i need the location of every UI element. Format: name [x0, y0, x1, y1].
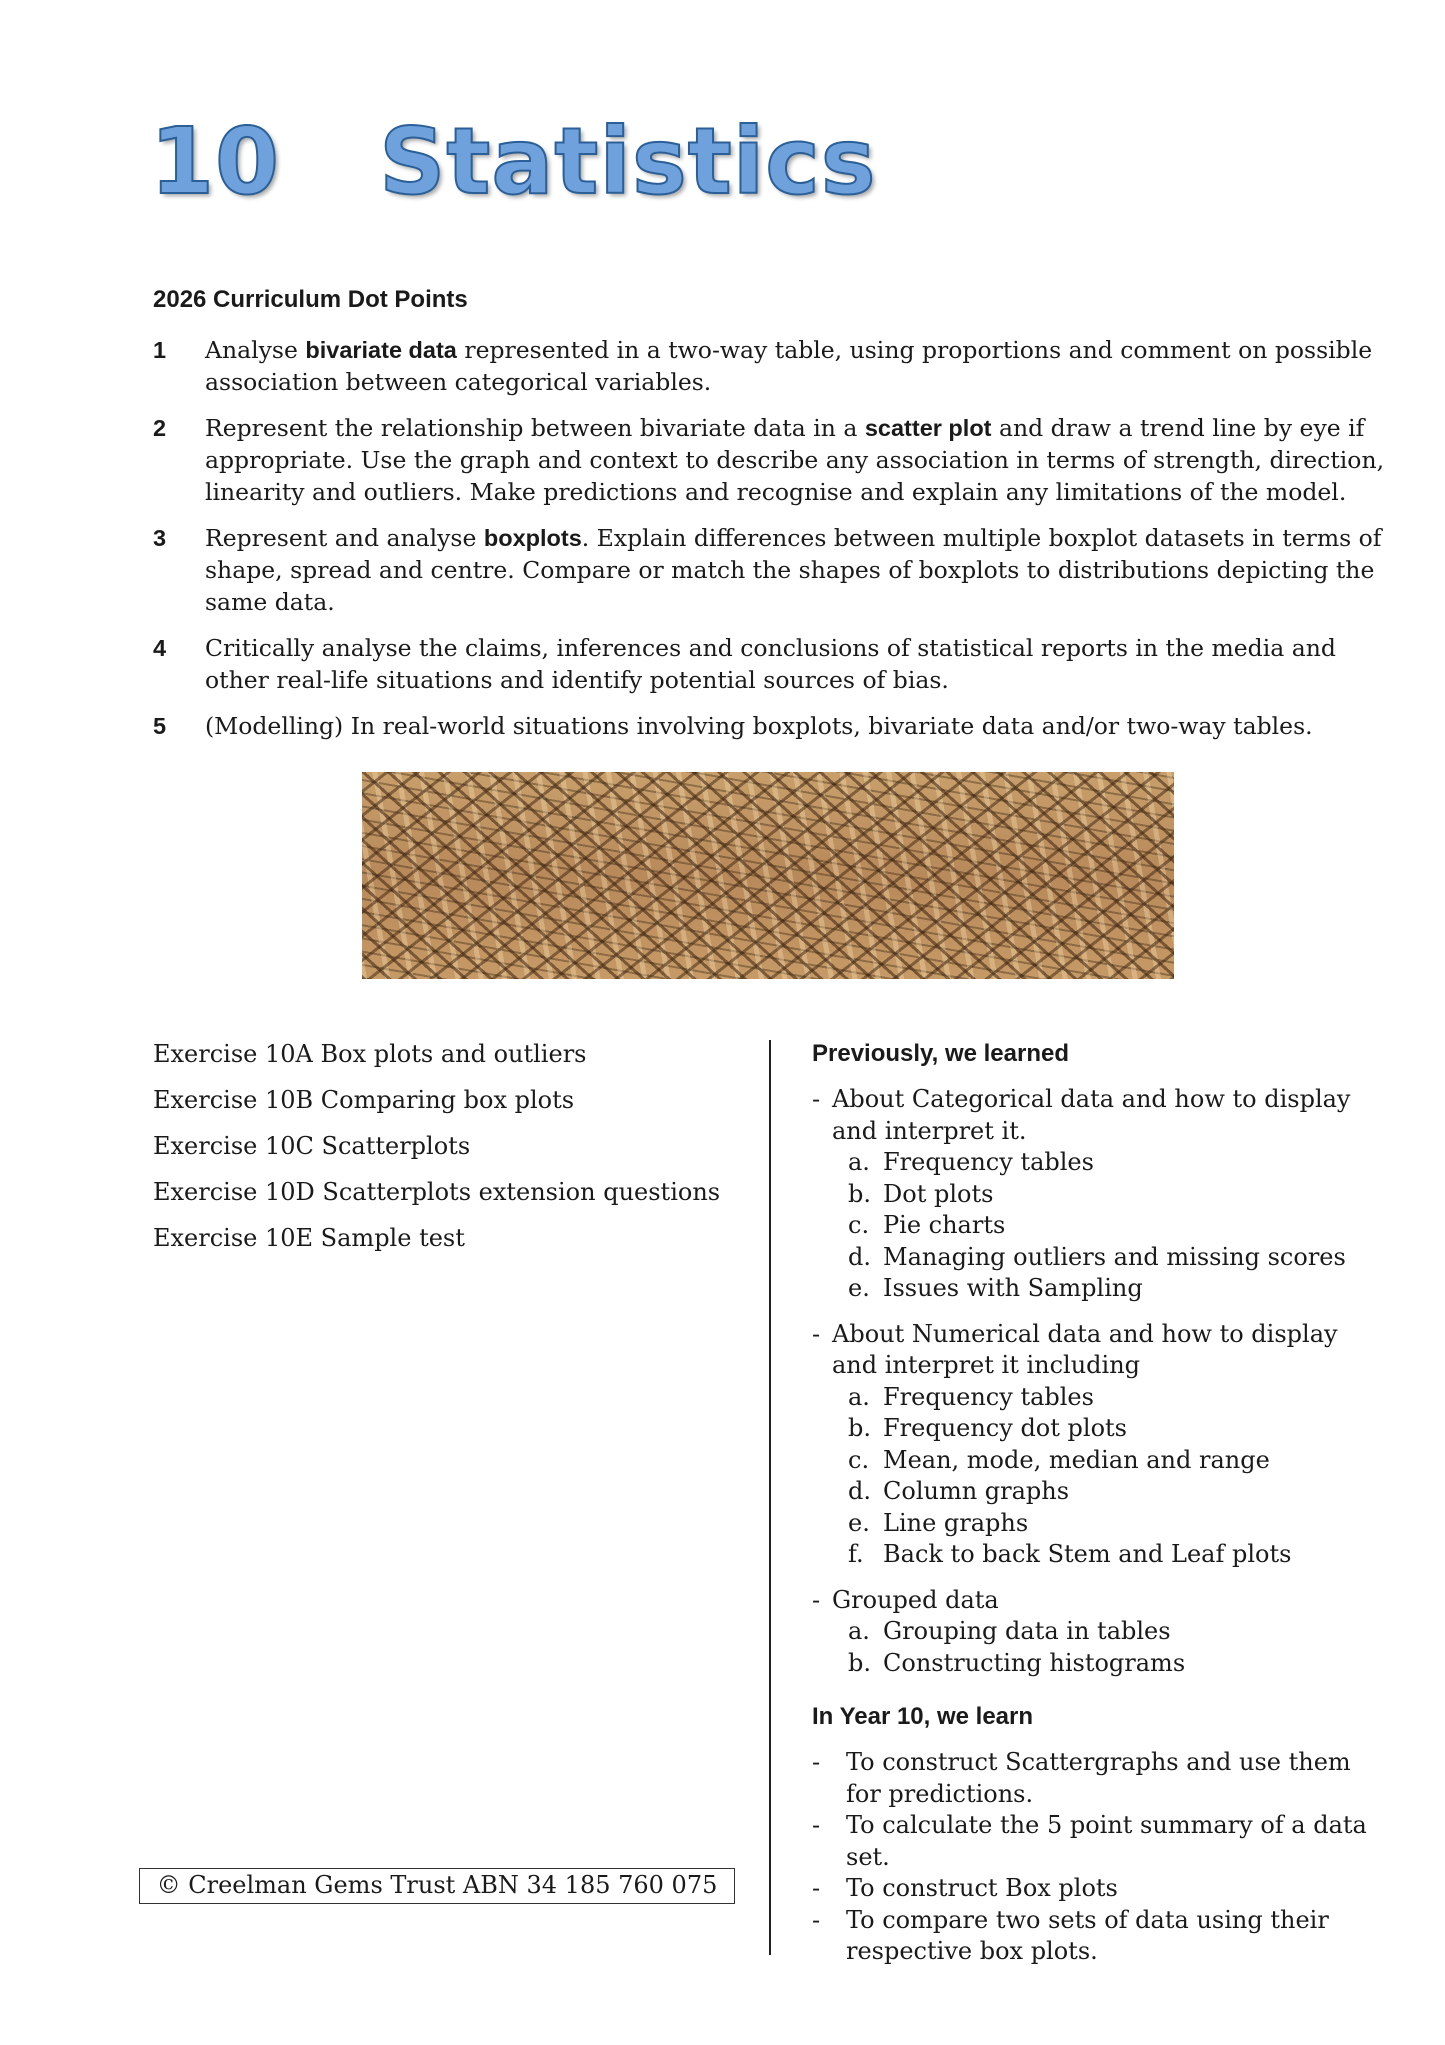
subitem-letter: a. [848, 1617, 870, 1645]
exercise-item: Exercise 10B Comparing box plots [153, 1086, 575, 1114]
dot-text-post: and draw a trend line by eye if appropriate. Use the graph and context to describe any association in terms of strength, direction, linearity and outliers. Make predictions and recognise and explain any limitations of the model. [205, 414, 1385, 506]
dot-point-text [205, 412, 1393, 508]
exercise-item: Exercise 10A Box plots and outliers [153, 1040, 587, 1068]
dot-text-post: represented in a two-way table, using proportions and comment on possible association between categorical variables. [205, 336, 1373, 396]
topic-subitem [848, 1179, 1390, 1211]
column-divider [769, 1040, 771, 1955]
topic-subitem [848, 1616, 1390, 1648]
year10-item-text: To compare two sets of data using their respective box plots. [846, 1905, 1329, 1965]
year10-item-text: To construct Scattergraphs and use them for predictions. [846, 1748, 1351, 1808]
previously-heading: Previously, we learned [812, 1040, 1070, 1067]
subitem-letter: b. [848, 1414, 871, 1442]
dot-point [153, 334, 1393, 398]
bullet-dash: - [812, 1085, 821, 1113]
dot-point-text [205, 632, 1393, 696]
bullet-dash: - [812, 1874, 821, 1902]
subitem-text: Frequency dot plots [883, 1414, 1127, 1442]
subitem-letter: e. [848, 1508, 870, 1537]
dot-text-bold: bivariate data [305, 337, 457, 363]
subitem-text: Constructing histograms [883, 1648, 1186, 1677]
learning-summary [812, 1038, 1390, 1968]
year10-item [812, 1873, 1390, 1905]
subitem-text: Column graphs [883, 1477, 1070, 1505]
bullet-dash: - [812, 1811, 821, 1839]
topic-text: Grouped data [832, 1585, 999, 1614]
exercise-item: Exercise 10E Sample test [153, 1224, 465, 1252]
subitem-letter: a. [848, 1148, 870, 1176]
previous-topic [812, 1585, 1390, 1680]
year10-item [812, 1810, 1390, 1873]
bullet-dash: - [812, 1585, 821, 1614]
year10-item [812, 1747, 1390, 1810]
topic-text: About Categorical data and how to display and interpret it. [832, 1085, 1351, 1145]
subitem-letter: a. [848, 1382, 870, 1411]
dot-text-bold: scatter plot [864, 415, 992, 441]
subitem-letter: b. [848, 1648, 871, 1677]
curriculum-heading: 2026 Curriculum Dot Points [153, 286, 468, 313]
topic-subitem [848, 1210, 1390, 1242]
topic-subitem [848, 1242, 1390, 1274]
subitem-text: Managing outliers and missing scores [883, 1242, 1346, 1271]
subitem-letter: c. [848, 1211, 870, 1239]
topic-subitem [848, 1382, 1390, 1414]
subitem-letter: e. [848, 1274, 870, 1302]
subitem-text: Mean, mode, median and range [883, 1445, 1270, 1474]
year10-item-text: To calculate the 5 point summary of a data set. [846, 1811, 1367, 1871]
dot-text-pre: Analyse [205, 336, 306, 364]
bullet-dash: - [812, 1319, 821, 1348]
subitem-letter: c. [848, 1445, 870, 1474]
topic-subitem [848, 1413, 1390, 1445]
subitem-text: Frequency tables [883, 1382, 1094, 1411]
woodpile-photo [362, 772, 1174, 979]
subitem-text: Back to back Stem and Leaf plots [883, 1540, 1292, 1568]
dot-point [153, 632, 1393, 696]
year10-list [812, 1747, 1390, 1968]
subitem-letter: b. [848, 1179, 871, 1208]
topic-subitem [848, 1539, 1390, 1571]
copyright-footer: © Creelman Gems Trust ABN 34 185 760 075 [139, 1868, 735, 1904]
exercise-item: Exercise 10D Scatterplots extension questions [153, 1178, 721, 1206]
topic-subitem [848, 1445, 1390, 1477]
dot-point-text [205, 522, 1393, 618]
exercise-list [153, 1038, 753, 1268]
dot-point-number: 5 [153, 713, 167, 739]
dot-text-pre: Represent the relationship between bivariate data in a [205, 414, 865, 442]
dot-text-bold: boxplots [483, 525, 582, 551]
year10-item-text: To construct Box plots [846, 1874, 1118, 1902]
subitem-letter: d. [848, 1242, 871, 1271]
subitem-text: Frequency tables [883, 1148, 1094, 1176]
year10-item [812, 1905, 1390, 1968]
bullet-dash: - [812, 1905, 821, 1934]
exercise-item: Exercise 10C Scatterplots [153, 1132, 471, 1160]
dot-point-number: 2 [153, 415, 167, 441]
dot-text-pre: Represent and analyse [205, 524, 484, 552]
dot-point-number: 4 [153, 635, 167, 661]
dot-point-number: 3 [153, 525, 167, 551]
topic-subitem [848, 1476, 1390, 1508]
dot-point-text [205, 334, 1393, 398]
previous-topic [812, 1319, 1390, 1571]
dot-point-text [205, 710, 1393, 742]
subitem-text: Line graphs [883, 1508, 1029, 1537]
subitem-text: Pie charts [883, 1211, 1006, 1239]
dot-text-post: . Explain differences between multiple boxplot datasets in terms of shape, spread and centre. Compare or match the shapes of boxplots to distributions depicting the same data. [205, 524, 1382, 616]
topic-subitem [848, 1273, 1390, 1305]
subitem-letter: d. [848, 1477, 871, 1505]
topic-subitem [848, 1508, 1390, 1540]
curriculum-dot-points [153, 334, 1393, 756]
year10-heading: In Year 10, we learn [812, 1703, 1034, 1730]
bullet-dash: - [812, 1748, 821, 1776]
dot-point [153, 522, 1393, 618]
dot-point-number: 1 [153, 337, 167, 363]
dot-text-pre: Critically analyse the claims, inferences and conclusions of statistical reports in the media and other real-life situations and identify potential sources of bias. [205, 634, 1336, 694]
dot-point [153, 710, 1393, 742]
dot-text-pre: (Modelling) In real-world situations involving boxplots, bivariate data and/or two-way tables. [205, 712, 1313, 740]
subitem-text: Grouping data in tables [883, 1617, 1171, 1645]
chapter-title: 10 Statistics [150, 108, 877, 215]
topic-subitem [848, 1648, 1390, 1680]
topic-subitem [848, 1147, 1390, 1179]
dot-point [153, 412, 1393, 508]
subitem-text: Issues with Sampling [883, 1274, 1143, 1302]
subitem-letter: f. [848, 1540, 864, 1568]
previous-topic [812, 1084, 1390, 1305]
topic-text: About Numerical data and how to display and interpret it including [832, 1319, 1338, 1379]
subitem-text: Dot plots [883, 1179, 994, 1208]
